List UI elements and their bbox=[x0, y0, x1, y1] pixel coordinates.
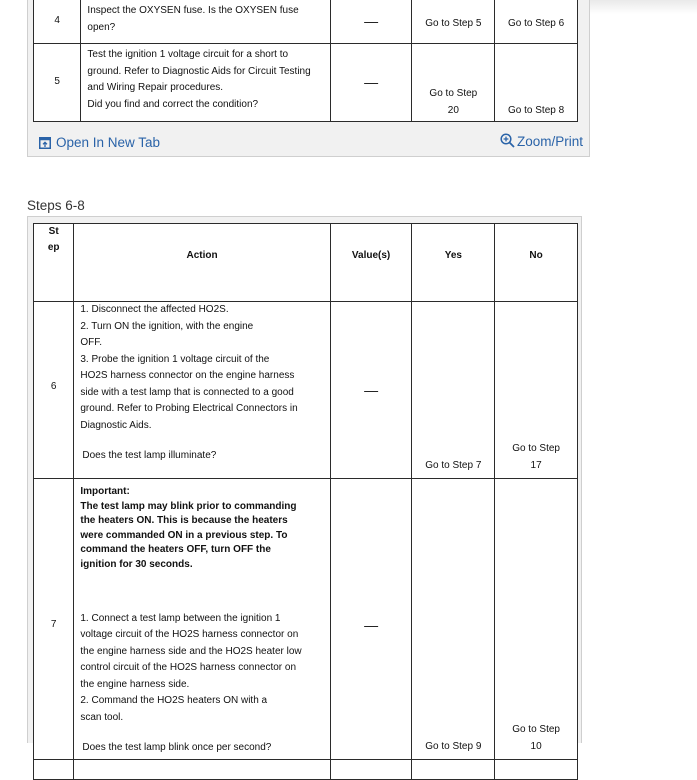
question-text: Does the test lamp illuminate? bbox=[82, 450, 217, 461]
column-header-step: St ep bbox=[34, 224, 74, 302]
question-text: Does the test lamp blink once per second? bbox=[82, 742, 272, 754]
step-number: 4 bbox=[34, 0, 81, 44]
yes-cell: Go to Step 5 bbox=[412, 0, 495, 44]
scroll-shadow bbox=[590, 0, 697, 14]
table-panel-steps-6-8 bbox=[27, 216, 582, 754]
column-header-yes: Yes bbox=[412, 224, 495, 302]
yes-cell: Go to Step 20 bbox=[412, 44, 495, 122]
action-cell: Inspect the OXYSEN fuse. Is the OXYSEN fuse open? bbox=[81, 0, 330, 44]
diagnostic-table bbox=[33, 223, 578, 780]
no-cell: Go to Step 8 bbox=[495, 44, 578, 122]
step-number: 5 bbox=[34, 44, 81, 122]
column-header-value: Value(s) bbox=[330, 224, 412, 302]
value-cell: — bbox=[330, 479, 412, 760]
no-cell: Go to Step 6 bbox=[495, 0, 578, 44]
open-in-new-tab-link[interactable] bbox=[39, 135, 160, 152]
step-number: 7 bbox=[34, 479, 74, 760]
no-cell: Go to Step 17 bbox=[495, 302, 578, 479]
zoom-print-link[interactable] bbox=[500, 133, 583, 151]
action-cell: Test the ignition 1 voltage circuit for a short to ground. Refer to Diagnostic Aids for Circuit Testing and Wiring Repair procedures. Did you find and correct the condition? bbox=[81, 44, 330, 122]
yes-cell: Go to Step 9 bbox=[412, 479, 495, 760]
zoom-in-icon bbox=[500, 133, 515, 151]
column-header-no: No bbox=[495, 224, 578, 302]
value-cell: — bbox=[330, 44, 412, 122]
step-number: 6 bbox=[34, 302, 74, 479]
table-header-row bbox=[34, 224, 578, 302]
column-header-action: Action bbox=[74, 224, 330, 302]
table-footer bbox=[28, 128, 589, 154]
table-row bbox=[34, 44, 578, 122]
action-cell: Important: The test lamp may blink prior to commanding the heaters ON. This is because the heaters were commanded ON in a previous step. To command the heaters OFF, turn OFF the ignition for 30 seconds. 1. Connect a test lamp between the ignition 1 voltage circuit of the HO2S harness connector on the engine harness side and the HO2S heater low control circuit of the HO2S harness connector on the engine harness side. 2. Command the HO2S heaters ON with a scan tool. Does the test lamp blink once per second? bbox=[74, 479, 330, 760]
table-row bbox=[34, 302, 578, 479]
zoom-print-label: Zoom/Print bbox=[516, 134, 583, 149]
action-cell: 1. Disconnect the affected HO2S. 2. Turn ON the ignition, with the engine OFF. 3. Probe the ignition 1 voltage circuit of the HO2S harness connector on the engine harness side with a test lamp that is connected to a good ground. Refer to Probing Electrical Connectors in Diagnostic Aids. Does the test lamp illuminate? bbox=[74, 302, 330, 479]
table-row bbox=[34, 479, 578, 760]
value-cell: — bbox=[330, 302, 412, 479]
table-row bbox=[34, 0, 578, 44]
table-panel-continued bbox=[27, 0, 590, 157]
no-cell: Go to Step 10 bbox=[495, 479, 578, 760]
yes-cell: Go to Step 7 bbox=[412, 302, 495, 479]
important-note-title: Important: bbox=[80, 486, 130, 497]
open-in-new-tab-label: Open In New Tab bbox=[56, 135, 161, 150]
value-cell: — bbox=[330, 0, 412, 44]
section-title: Steps 6-8 bbox=[27, 198, 85, 213]
open-in-new-tab-icon bbox=[39, 137, 51, 152]
table-row bbox=[34, 760, 578, 780]
diagnostic-table-continued bbox=[33, 0, 578, 122]
